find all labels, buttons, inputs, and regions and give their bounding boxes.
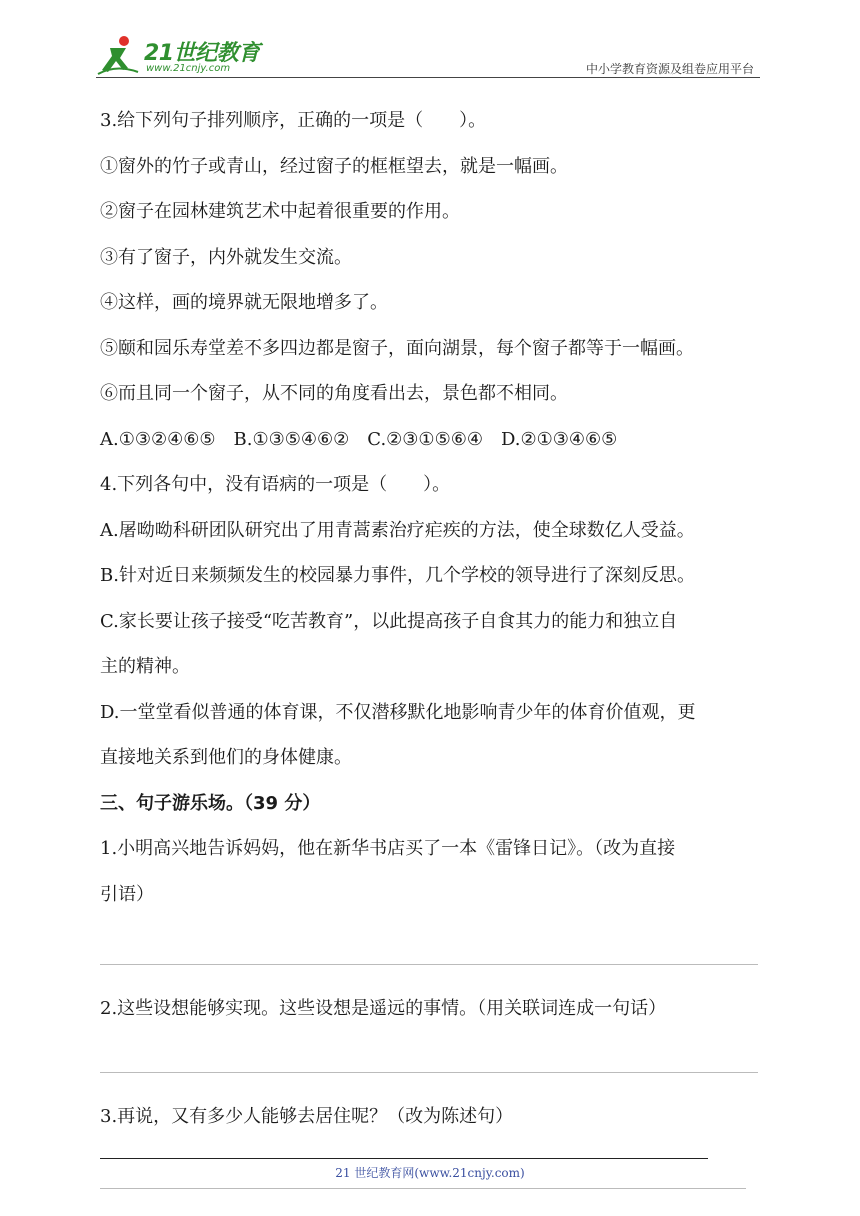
q3-sentence-2: ②窗子在园林建筑艺术中起着很重要的作用。 bbox=[100, 201, 460, 222]
footer-text[interactable]: 21 世纪教育网(www.21cnjy.com) bbox=[335, 1166, 525, 1180]
q4-option-d-line-1: D.一堂堂看似普通的体育课，不仅潜移默化地影响青少年的体育价值观，更 bbox=[100, 701, 696, 723]
q4-option-b: B.针对近日来频频发生的校园暴力事件，几个学校的领导进行了深刻反思。 bbox=[100, 565, 695, 586]
q3-sentence-4: ④这样，画的境界就无限地增多了。 bbox=[100, 292, 388, 313]
q4-prompt: 4.下列各句中，没有语病的一项是（ ）。 bbox=[100, 474, 451, 495]
footer-divider bbox=[100, 1158, 708, 1159]
site-logo[interactable] bbox=[96, 34, 266, 78]
q3-prompt: 3.给下列句子排列顺序，正确的一项是（ ）。 bbox=[100, 110, 487, 131]
runner-logo-icon bbox=[96, 34, 140, 78]
logo-url: www.21cnjy.com bbox=[146, 63, 231, 74]
s3-q1-line-2: 引语） bbox=[100, 883, 154, 905]
q4-option-c-line-2: 主的精神。 bbox=[100, 656, 190, 677]
q3-sentence-5: ⑤颐和园乐寿堂差不多四边都是窗子，面向湖景，每个窗子都等于一幅画。 bbox=[100, 337, 694, 359]
platform-name: 中小学教育资源及组卷应用平台 bbox=[585, 62, 754, 76]
s3-q1-line-1: 1.小明高兴地告诉妈妈，他在新华书店买了一本《雷锋日记》。（改为直接 bbox=[100, 838, 676, 859]
logo-text: 21世纪教育 bbox=[144, 41, 260, 66]
s3-q2: 2.这些设想能够实现。这些设想是遥远的事情。（用关联词连成一句话） bbox=[100, 998, 667, 1019]
q3-sentence-1: ①窗外的竹子或青山，经过窗子的框框望去，就是一幅画。 bbox=[100, 155, 568, 177]
document-body bbox=[100, 98, 764, 1189]
section-3-title: 三、句子游乐场。（39 分） bbox=[100, 792, 321, 814]
q3-sentence-6: ⑥而且同一个窗子，从不同的角度看出去，景色都不相同。 bbox=[100, 383, 568, 404]
q3-options: A.①③②④⑥⑤ B.①③⑤④⑥② C.②③①⑤⑥④ D.②①③④⑥⑤ bbox=[100, 428, 618, 450]
q4-option-c-line-1: C.家长要让孩子接受“吃苦教育”，以此提高孩子自食其力的能力和独立自 bbox=[100, 610, 678, 632]
q3-sentence-3: ③有了窗子，内外就发生交流。 bbox=[100, 246, 352, 268]
s3-q3: 3.再说，又有多少人能够去居住呢？（改为陈述句） bbox=[100, 1105, 514, 1127]
answer-line-3[interactable] bbox=[100, 1188, 746, 1189]
q4-option-a: A.屠呦呦科研团队研究出了用青蒿素治疗疟疾的方法，使全球数亿人受益。 bbox=[100, 519, 695, 541]
header-divider bbox=[96, 77, 760, 78]
page-header bbox=[96, 28, 760, 80]
q4-option-d-line-2: 直接地关系到他们的身体健康。 bbox=[100, 747, 352, 768]
